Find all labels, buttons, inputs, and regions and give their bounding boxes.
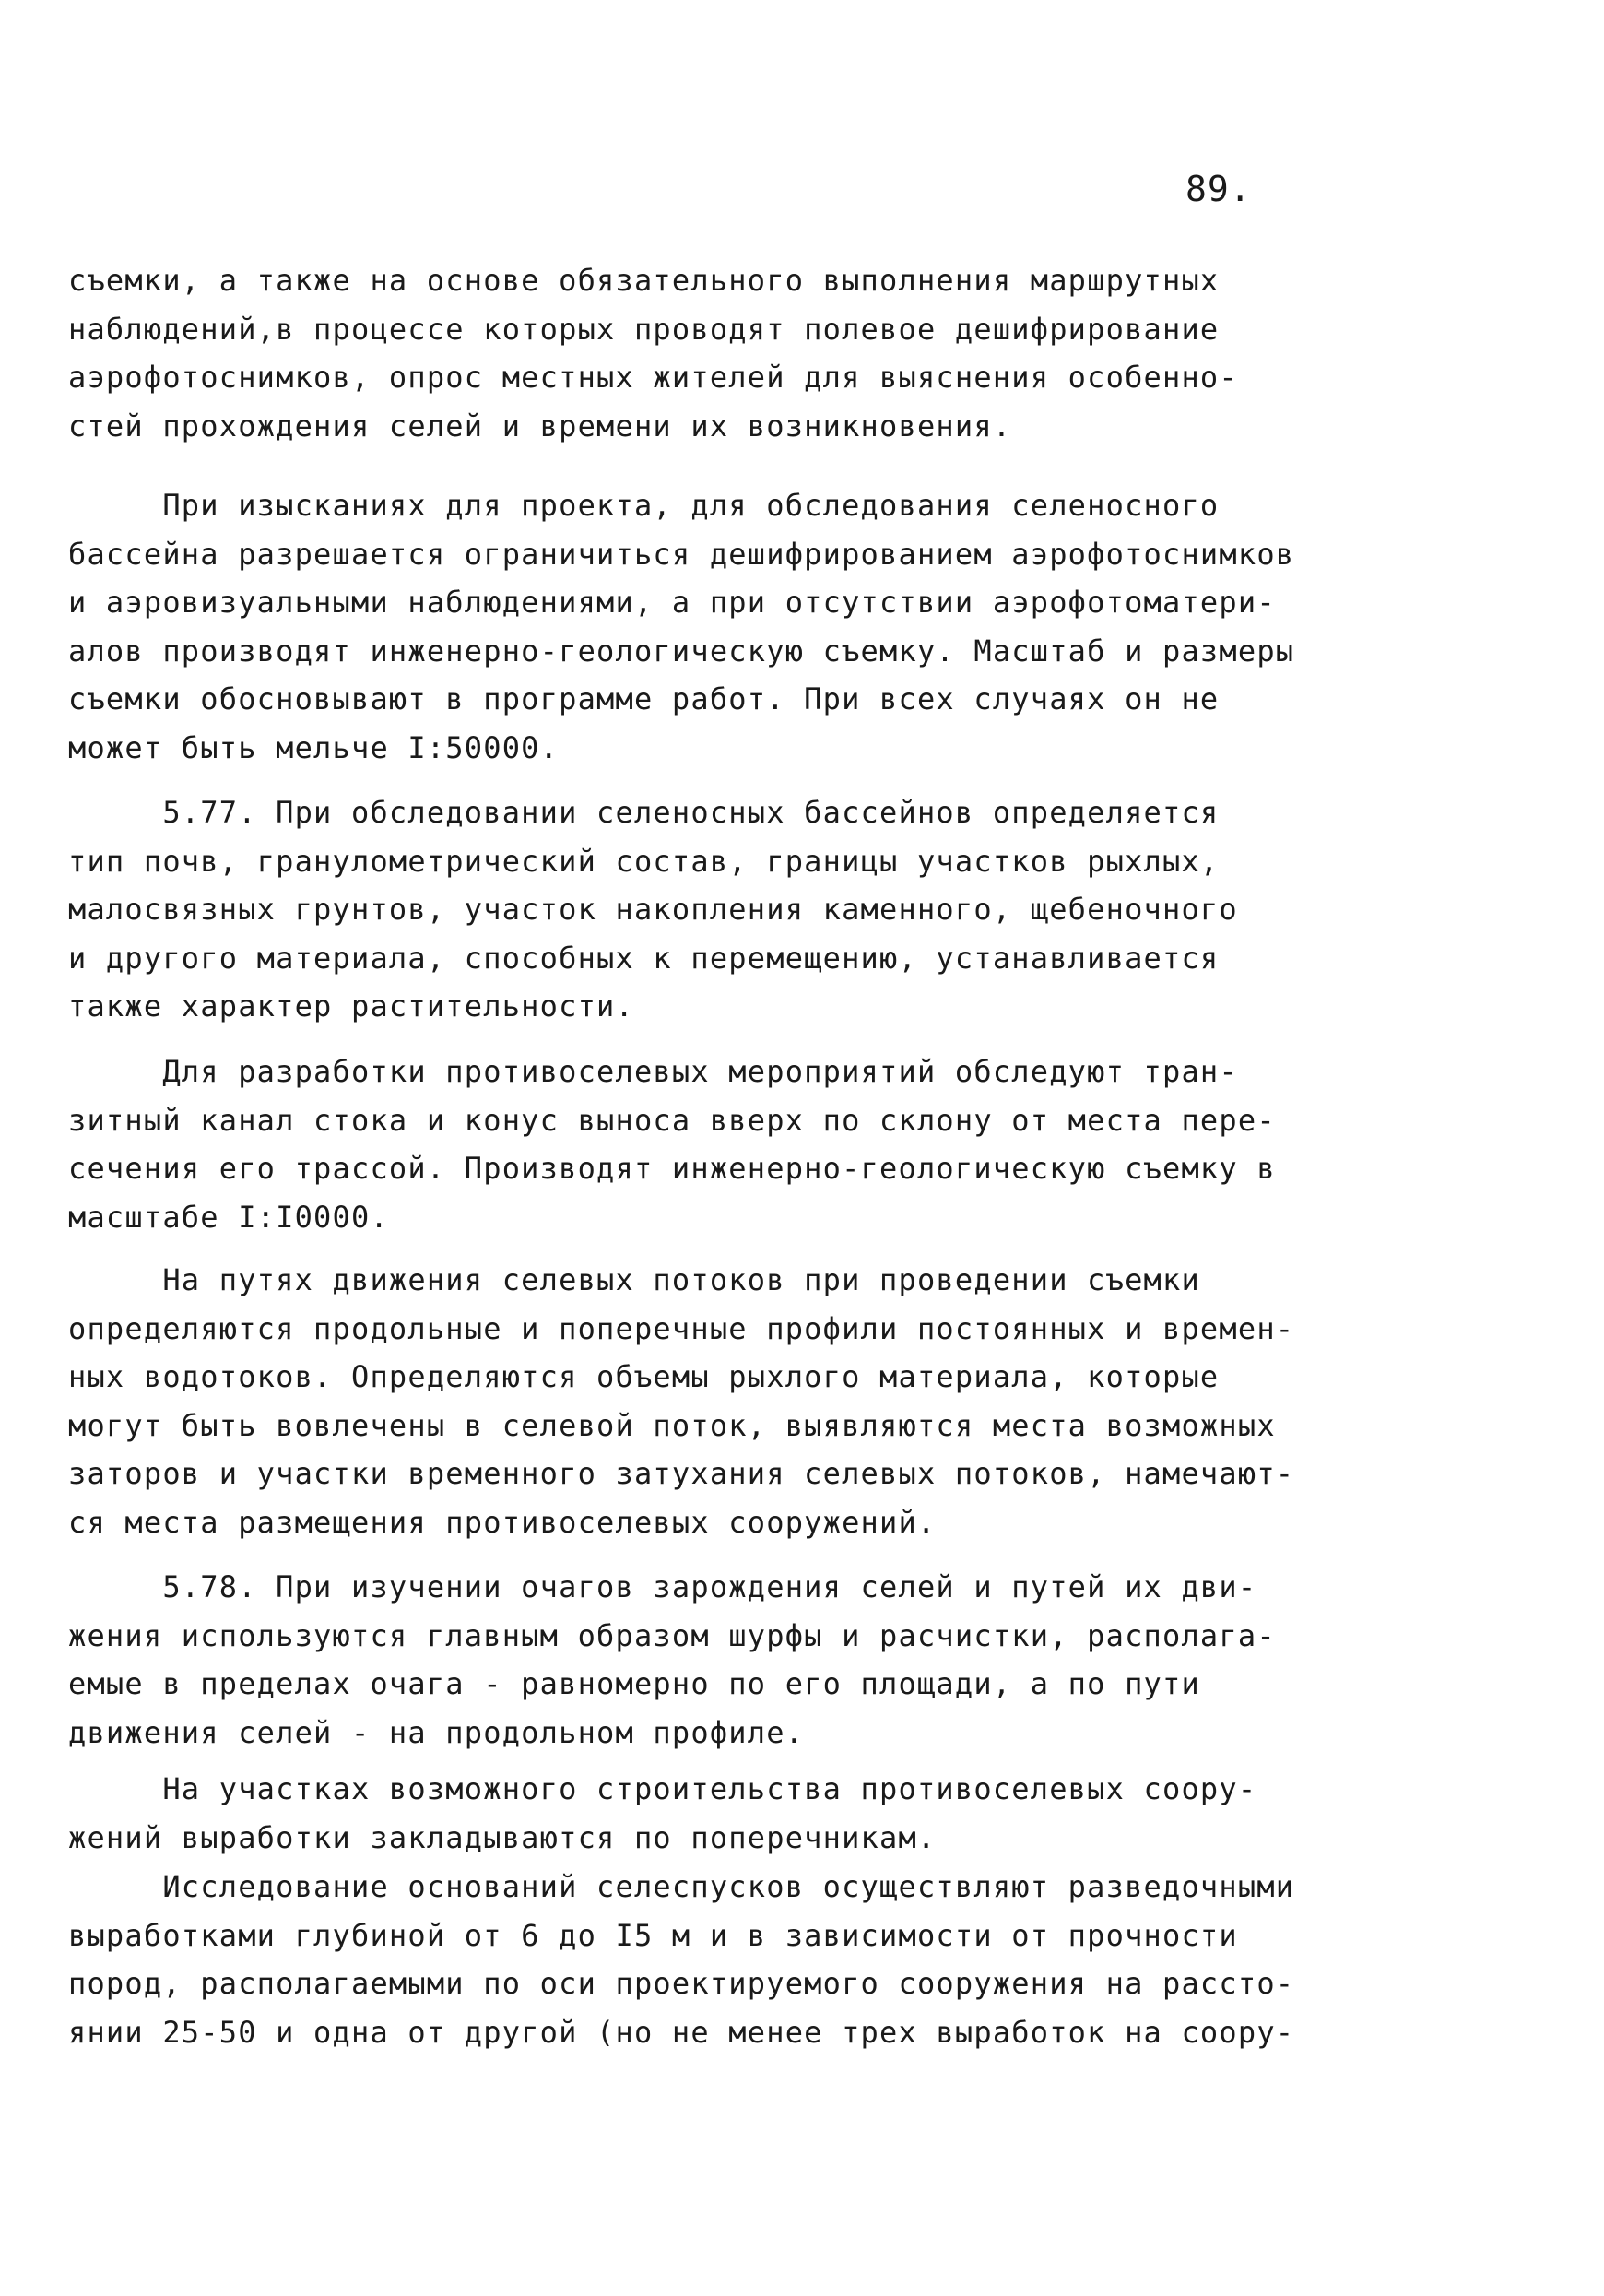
text-line: зитный канал стока и конус выноса вверх по склону от места пере-: [68, 1102, 1276, 1138]
paragraph-mudflow-paths: [68, 1256, 1377, 1546]
text-line: могут быть вовлечены в селевой поток, выявляются места возможных: [68, 1407, 1276, 1443]
text-line: может быть мельче I:50000.: [68, 729, 560, 765]
paragraph-project-surveys: [68, 481, 1377, 772]
text-line: определяются продольные и поперечные профили постоянных и времен-: [68, 1310, 1295, 1346]
text-line: Исследование оснований селеспусков осуществляют разведочными: [68, 1869, 1295, 1904]
text-line: стей прохождения селей и времени их возникновения.: [68, 408, 1012, 444]
text-line: Для разработки противоселевых мероприятий обследуют тран-: [68, 1054, 1238, 1089]
text-line: выработками глубиной от 6 до I5 м и в зависимости от прочности: [68, 1917, 1238, 1953]
text-line: 5.77. При обследовании селеносных бассейнов определяется: [68, 795, 1220, 830]
text-line: емые в пределах очага - равномерно по его площади, а по пути: [68, 1666, 1200, 1701]
paragraph-5-78: [68, 1563, 1377, 1757]
text-line: и другого материала, способных к перемещению, устанавливается: [68, 940, 1220, 976]
text-line: янии 25-50 и одна от другой (но не менее трех выработок на соору-: [68, 2014, 1295, 2050]
text-line: сечения его трассой. Производят инженерно-геологическую съемку в: [68, 1151, 1276, 1186]
text-line: алов производят инженерно-геологическую съемку. Масштаб и размеры: [68, 633, 1295, 669]
text-line: жения используются главным образом шурфы и расчистки, располага-: [68, 1617, 1276, 1653]
paragraph-construction-sites: [68, 1765, 1377, 1862]
text-line: также характер растительности.: [68, 988, 634, 1024]
text-line: При изысканиях для проекта, для обследования селеносного: [68, 488, 1220, 523]
text-line: движения селей - на продольном профиле.: [68, 1714, 805, 1750]
text-line: заторов и участки временного затухания селевых потоков, намечают-: [68, 1456, 1295, 1491]
text-line: 5.78. При изучении очагов зарождения селей и путей их дви-: [68, 1569, 1257, 1604]
paragraph-5-77: [68, 788, 1377, 1031]
text-line: съемки, а также на основе обязательного выполнения маршрутных: [68, 263, 1220, 298]
text-line: малосвязных грунтов, участок накопления каменного, щебеночного: [68, 892, 1238, 927]
text-line: масштабе I:I0000.: [68, 1199, 389, 1235]
text-line: пород, располагаемыми по оси проектируемого сооружения на рассто-: [68, 1966, 1295, 2001]
text-line: аэрофотоснимков, опрос местных жителей для выяснения особенно-: [68, 360, 1238, 395]
text-line: ся места размещения противоселевых сооружений.: [68, 1504, 937, 1540]
text-line: На путях движения селевых потоков при проведении съемки: [68, 1262, 1200, 1297]
text-line: наблюдений,в процессе которых проводят полевое дешифрирование: [68, 311, 1220, 347]
page-number: 89.: [1185, 169, 1252, 209]
text-line: бассейна разрешается ограничиться дешифрированием аэрофотоснимков: [68, 536, 1295, 572]
text-line: тип почв, гранулометрический состав, границы участков рыхлых,: [68, 843, 1220, 879]
text-line: На участках возможного строительства противоселевых соору-: [68, 1771, 1257, 1806]
text-line: ных водотоков. Определяются объемы рыхлого материала, которые: [68, 1359, 1220, 1394]
text-line: жений выработки закладываются по поперечникам.: [68, 1819, 937, 1855]
text-line: и аэровизуальными наблюдениями, а при отсутствии аэрофотоматери-: [68, 585, 1276, 620]
paragraph-chute-foundations: [68, 1863, 1377, 2056]
paragraph-anti-mudflow-measures: [68, 1047, 1377, 1241]
paragraph-survey-continuation: [68, 256, 1377, 450]
text-line: съемки обосновывают в программе работ. При всех случаях он не: [68, 681, 1220, 716]
